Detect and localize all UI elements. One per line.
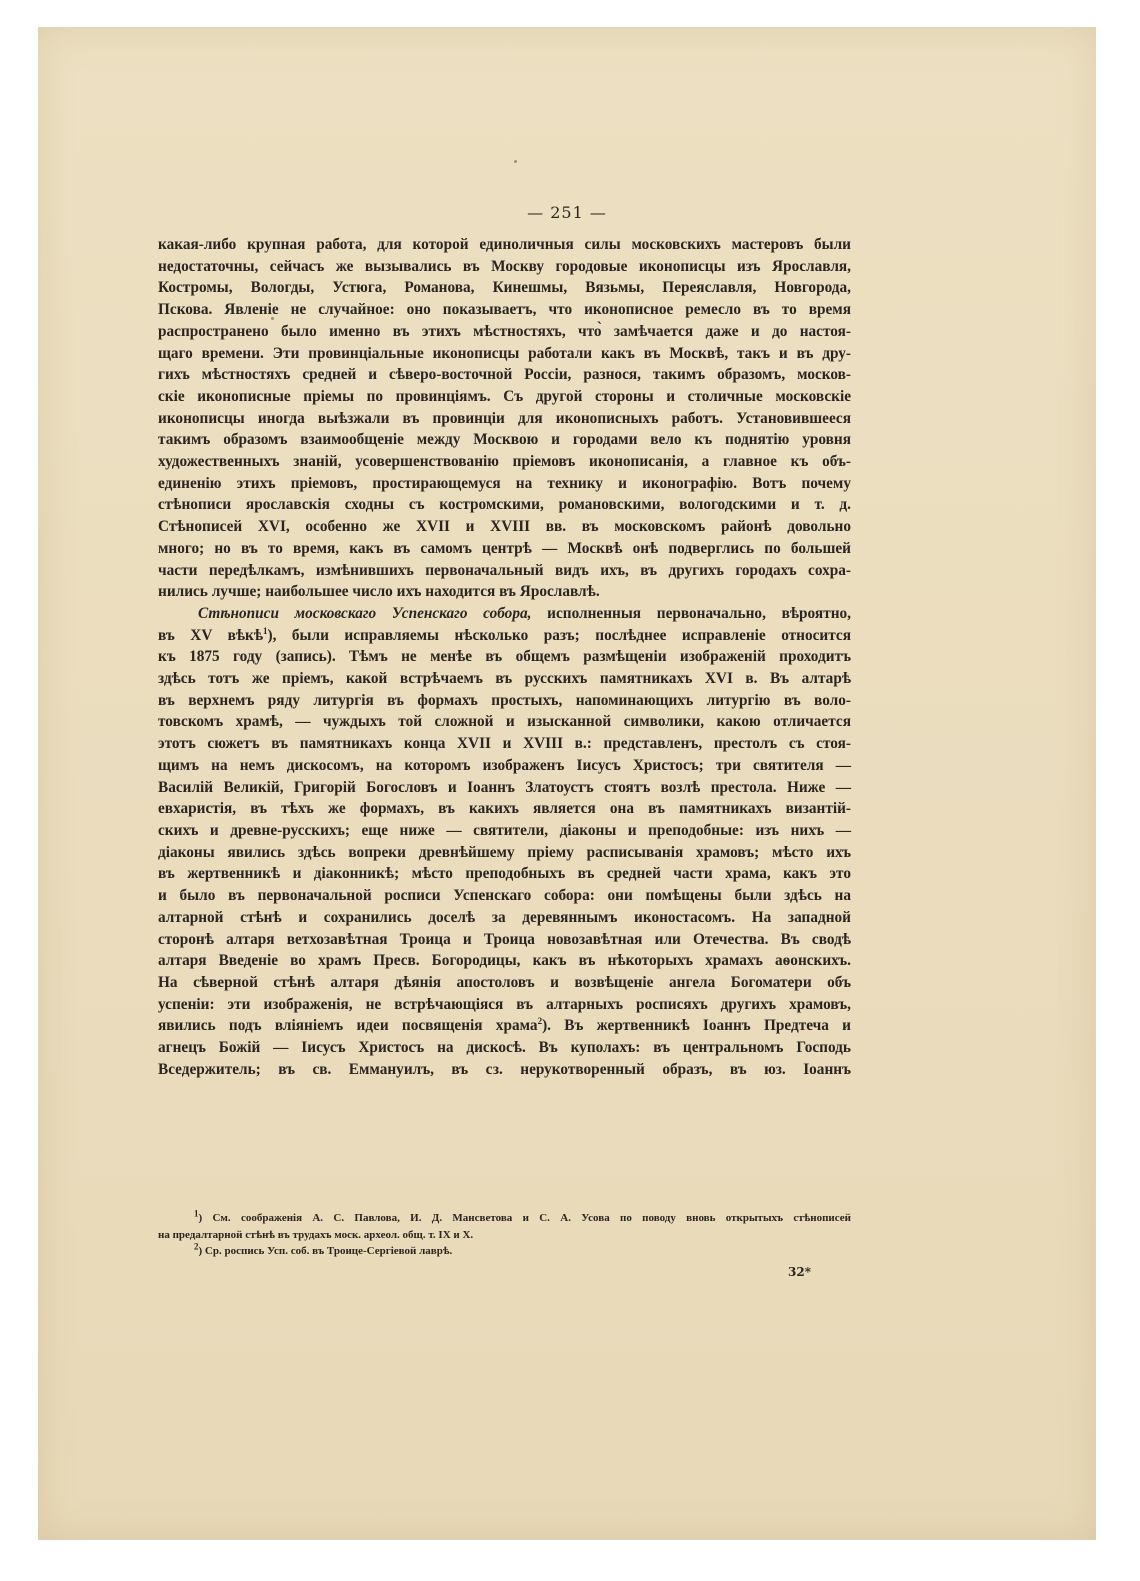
text-line: щимъ на немъ дискосомъ, на которомъ изображенъ Іисусъ Христосъ; три святителя — bbox=[158, 756, 851, 774]
text-line: художественныхъ знаній, усовершенствованію пріемовъ иконописанія, а главное къ объ- bbox=[158, 453, 851, 471]
text-line: иконописцы иногда выѣзжали въ провинціи для иконописныхъ работъ. Установившееся bbox=[158, 409, 851, 427]
footnote-2 bbox=[158, 1243, 851, 1260]
footnote-mark-2: 2 bbox=[194, 1241, 199, 1252]
text-line: въ верхнемъ ряду литургія въ формахъ простыхъ, напоминающихъ литургію въ воло- bbox=[158, 691, 851, 709]
text-line: Вседержитель; въ св. Еммануилъ, въ сз. нерукотворенный образъ, въ юз. Іоаннъ bbox=[158, 1060, 851, 1078]
text-run: ). Въ жертвенникѣ Іоаннъ Предтеча и bbox=[542, 1017, 851, 1035]
text-line: Стѣнописей XVI, особенно же XVII и XVIII вв. въ московскомъ районѣ довольно bbox=[158, 518, 851, 536]
text-line: агнецъ Божій — Іисусъ Христосъ на дискосѣ. Въ куполахъ: въ центральномъ Господь bbox=[158, 1039, 851, 1057]
text-line: распространено было именно въ этихъ мѣстностяхъ, что̀ замѣчается даже и до настоя- bbox=[158, 322, 851, 340]
text-line: гихъ мѣстностяхъ средней и сѣверо-восточной Россіи, разнося, такимъ образомъ, москов- bbox=[158, 366, 851, 384]
text-line: стѣнописи ярославскія сходны съ костромскими, романовскими, вологодскими и т. д. bbox=[158, 496, 851, 514]
text-line: какая-либо крупная работа, для которой единоличныя силы московскихъ мастеровъ были bbox=[158, 236, 851, 253]
text-line: алтарной стѣнѣ и сохранились доселѣ за деревяннымъ иконостасомъ. На западной bbox=[158, 908, 851, 926]
text-line: Костромы, Вологды, Устюга, Романова, Кинешмы, Вязьмы, Переяславля, Новгорода, bbox=[158, 279, 851, 297]
scanned-page bbox=[38, 27, 1096, 1540]
scan-speck bbox=[514, 160, 517, 163]
text-run: ), были исправляемы нѣсколько разъ; послѣднее исправленіе относится bbox=[267, 626, 851, 644]
text-line: Пскова. Явленіе не случайное: оно показываетъ, что иконописное ремесло въ то время bbox=[158, 301, 851, 319]
text-line: этотъ сюжетъ въ памятникахъ конца XVII и XVIII в.: представленъ, престолъ съ стоя- bbox=[158, 735, 851, 753]
text-line: товскомъ храмѣ, — чуждыхъ той сложной и изысканной символики, какою отличается bbox=[158, 713, 851, 731]
text-line: много; но въ то время, какъ въ самомъ центрѣ — Москвѣ онѣ подверглись по большей bbox=[158, 539, 851, 557]
text-line: діаконы явились здѣсь вопреки древнѣйшему пріему расписыванія храмовъ; мѣсто ихъ bbox=[158, 843, 851, 861]
text-line: На сѣверной стѣнѣ алтаря дѣянія апостоловъ и возвѣщеніе ангела Богоматери объ bbox=[158, 973, 851, 991]
text-line: и было въ первоначальной росписи Успенскаго собора: они помѣщены были здѣсь на bbox=[158, 887, 851, 905]
section-heading-italic: Стѣнописи московскаго Успенскаго собора, bbox=[198, 604, 532, 622]
paragraph-1 bbox=[158, 234, 851, 603]
page-number: — 251 — bbox=[527, 203, 607, 222]
text-line: евхаристія, въ тѣхъ же формахъ, въ какихъ является она въ памятникахъ византій- bbox=[158, 800, 851, 818]
text-line: сторонѣ алтаря ветхозавѣтная Троица и Троица новозавѣтная или Отечества. Въ сводѣ bbox=[158, 930, 851, 948]
text-line: Василій Великій, Григорій Богословъ и Іоаннъ Златоустъ стоятъ возлѣ престола. Ниже — bbox=[158, 778, 851, 796]
text-line bbox=[158, 625, 851, 647]
footnote-text: ) См. соображенія А. С. Павлова, И. Д. Мансветова и С. А. Усова по поводу вновь открытыхъ стѣнописей bbox=[198, 1212, 851, 1224]
footnote-mark-1: 1 bbox=[194, 1208, 199, 1219]
footnote-1 bbox=[158, 1210, 851, 1227]
text-line: скихъ и древне-русскихъ; еще ниже — святители, діаконы и преподобные: изъ нихъ — bbox=[158, 821, 851, 839]
text-run: въ XV вѣкѣ bbox=[158, 626, 263, 644]
text-run: исполненныя первоначально, вѣроятно, bbox=[531, 604, 851, 622]
text-line: щаго времени. Эти провинціальные иконописцы работали какъ въ Москвѣ, такъ и въ дру- bbox=[158, 344, 851, 362]
text-line bbox=[158, 603, 851, 625]
text-line bbox=[158, 1015, 851, 1037]
text-line: алтаря Введеніе во храмъ Пресв. Богородицы, какъ въ нѣкоторыхъ храмахъ аѳонскихъ. bbox=[158, 952, 851, 970]
text-line: скіе иконописные пріемы по провинціямъ. Съ другой стороны и столичные московскіе bbox=[158, 387, 851, 405]
text-line: такимъ образомъ взаимообщеніе между Москвою и городами вело къ поднятію уровня bbox=[158, 431, 851, 449]
text-line: единенію этихъ пріемовъ, простирающемуся на технику и иконографію. Вотъ почему bbox=[158, 474, 851, 492]
footnote-ref-2[interactable]: 2 bbox=[537, 1016, 543, 1027]
text-line: къ 1875 году (запись). Тѣмъ не менѣе въ общемъ размѣщеніи изображеній проходитъ bbox=[158, 648, 851, 666]
text-line: части передѣлкамъ, измѣнившихъ первоначальный видъ ихъ, въ другихъ городахъ сохра- bbox=[158, 561, 851, 579]
text-line: недостаточны, сейчасъ же вызывались въ Москву городовые иконописцы изъ Ярославля, bbox=[158, 257, 851, 275]
text-line: здѣсь тотъ же пріемъ, какой встрѣчаемъ въ русскихъ памятникахъ XVI в. Въ алтарѣ bbox=[158, 670, 851, 688]
text-line: въ жертвенникѣ и діаконникѣ; мѣсто преподобныхъ въ средней части храма, какъ это bbox=[158, 865, 851, 883]
footnote-ref-1[interactable]: 1 bbox=[263, 625, 268, 636]
paragraph-2 bbox=[158, 603, 851, 1080]
footnotes bbox=[158, 1210, 851, 1260]
footnote-text: ) Ср. роспись Усп. соб. въ Троице-Сергіевой лаврѣ. bbox=[198, 1245, 453, 1257]
text-line: успеніи: эти изображенія, не встрѣчающіяся въ алтарныхъ росписяхъ другихъ храмовъ, bbox=[158, 995, 851, 1013]
footnote-1-cont: на предалтарной стѣнѣ въ трудахъ моск. археол. общ. т. IX и X. bbox=[158, 1228, 474, 1241]
body-text bbox=[158, 234, 851, 1080]
text-run: явились подъ вліяніемъ идеи посвященія храма bbox=[158, 1017, 538, 1035]
text-line: нились лучше; наибольшее число ихъ находится въ Ярославлѣ. bbox=[158, 583, 600, 601]
printer-signature: 32* bbox=[788, 1265, 811, 1279]
